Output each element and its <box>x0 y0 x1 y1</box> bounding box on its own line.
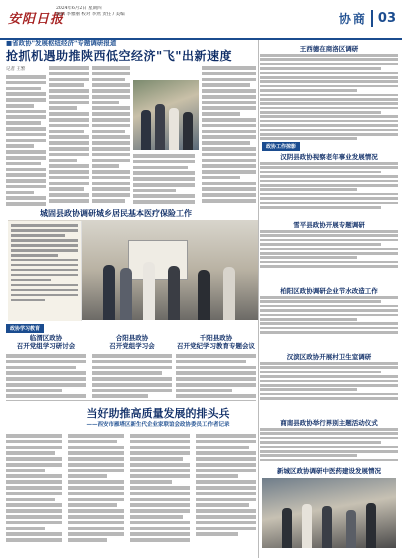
lead-column-4 <box>133 154 195 206</box>
sub-head-3-text: 千阳县政协 召开党纪学习教育专题会议 <box>177 334 255 350</box>
masthead-date: 2024年6月2日 星期四 <box>56 6 102 11</box>
wide-photo-caption <box>8 221 82 321</box>
wide-photo-title: 城固县政协调研城乡居民基本医疗保险工作 <box>40 209 192 218</box>
newspaper-logo: 安阳日报 <box>8 12 65 27</box>
lead-tag: ■省政协"发展枢纽经济"专题调研报道 <box>6 39 117 47</box>
bottom-headline: 当好助推高质量发展的排头兵 <box>86 407 230 420</box>
bottom-column-3 <box>130 434 190 544</box>
section-header <box>339 7 402 29</box>
lead-byline: 记者 王繁 <box>6 67 26 72</box>
study-section-tab: 政协学习教育 <box>6 324 44 333</box>
right-bottom-photo <box>262 478 396 548</box>
column-divider <box>258 40 259 558</box>
right-item-3-body <box>260 230 398 270</box>
right-item-7-title: 新城区政协调研中医药建设发展情况 <box>277 467 381 475</box>
sub-head-1-text: 临渭区政协 召开党组学习研讨会 <box>16 334 76 350</box>
section-name: 协商 <box>339 10 373 27</box>
sub-story-3-body <box>176 354 256 400</box>
right-item-5-body <box>260 362 398 402</box>
sub-story-2-body <box>92 354 172 400</box>
sub-head-2-text: 合阳县政协 召开党组学习会 <box>109 334 155 350</box>
lead-photo <box>133 80 199 150</box>
right-item-1-title: 王西德在商洛区调研 <box>299 45 359 53</box>
bottom-column-1 <box>6 434 62 544</box>
right-item-6-title: 商南县政协举行界别主题活动仪式 <box>280 419 378 427</box>
bottom-divider <box>6 400 256 401</box>
masthead-meta <box>56 6 216 18</box>
right-item-2-tab: 政协工作掠影 <box>262 142 300 151</box>
right-item-2-title: 汉阴县政协视察老年事业发展情况 <box>280 153 378 161</box>
right-item-5-title: 汉滨区政协开展村卫生室调研 <box>286 353 372 361</box>
page-number: 03 <box>377 10 396 26</box>
lead-column-1 <box>6 66 46 208</box>
right-item-1-body <box>260 54 398 142</box>
masthead-editors: 编辑 李雅丽 校对 李然 责任 / 美编 <box>56 12 125 17</box>
lead-column-3 <box>92 66 130 205</box>
right-item-2-body <box>260 162 398 210</box>
bottom-column-4 <box>196 434 256 538</box>
right-item-3-title: 雪平县政协开展专题调研 <box>293 221 365 229</box>
bottom-subtitle: ——西安市雁塔区新生代企业家联谊会政协委员工作者记录 <box>86 422 230 428</box>
sub-story-1-body <box>6 354 86 400</box>
lead-column-5 <box>202 66 256 205</box>
bottom-column-2 <box>68 434 124 544</box>
right-item-4-body <box>260 296 398 336</box>
sub-head-1 <box>6 334 86 350</box>
sub-head-3 <box>176 334 256 350</box>
lead-column-2 <box>49 66 89 205</box>
sub-head-2 <box>92 334 172 350</box>
masthead <box>0 0 402 40</box>
right-item-6-body <box>260 428 398 463</box>
right-item-4-title: 柏阳区政协调研企业节水改造工作 <box>280 287 378 295</box>
lead-headline: 抢抓机遇助推陕西低空经济"飞"出新速度 <box>6 49 233 63</box>
